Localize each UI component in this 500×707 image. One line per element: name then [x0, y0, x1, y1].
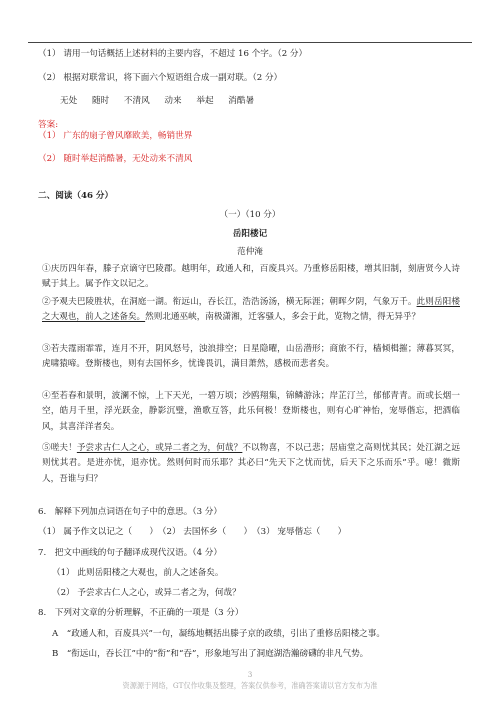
paragraph-2-text-b: 然则北通巫峡，南极潇湘，迁客骚人，多会于此，览物之情，得无异乎？ [145, 312, 421, 323]
essay-author: 范仲淹 [237, 247, 263, 257]
paragraph-5-text-b: 不以物喜，不以己悲；居庙堂之高则忧其民；处江湖之远则忧其君。是进亦忧，退亦忧。然则何时而乐耶？其必曰“先天下之忧而忧，后天下之乐而乐”乎。噫！微斯人，吾谁与归？ [42, 443, 460, 484]
option-a: A “政通人和，百废具兴”一句，凝练地概括出滕子京的政绩，引出了重修岳阳楼之事。 [52, 629, 385, 639]
question-8: 8. 下列对文章的分析理解，不正确的一项是（3 分） [38, 608, 244, 618]
paragraph-3: ③若夫霪雨霏霏，连月不开，阴风怒号，浊浪排空；日星隐曜，山岳潜形；商旅不行，樯倾楫摧；薄暮冥冥，虎啸猿啼。登斯楼也，则有去国怀乡，忧谗畏讥，满目萧然，感极而悲者矣。 [42, 344, 460, 370]
paragraph-4: ④至若春和景明，波澜不惊，上下天光，一碧万顷；沙鸥翔集，锦鳞游泳；岸芷汀兰，郁郁青青。而或长烟一空，皓月千里，浮光跃金，静影沉璧，渔歌互答，此乐何极！登斯楼也，则有心旷神怡，宠辱偕忘，把酒临风，其喜洋洋者矣。 [42, 391, 460, 432]
word-2: 随时 [91, 96, 110, 106]
question-2-words [60, 95, 266, 107]
option-b: B “衔远山，吞长江”中的“衔”和“吞”，形象地写出了洞庭湖浩瀚磅礴的非凡气势。 [52, 649, 369, 659]
paragraph-5-text-a: ⑤嗟夫！ [42, 443, 77, 453]
page-number: 3 [247, 670, 253, 679]
answer-2: （2） 随时举起消酷暑，无处动来不清风 [38, 154, 193, 164]
word-3: 不清风 [123, 96, 150, 106]
question-7-2: （2） 予尝求古仁人之心，或异二者之为，何哉？ [52, 588, 241, 598]
question-6: 6. 解释下列加点词语在句子中的意思。（3 分） [38, 507, 222, 517]
answer-1: （1） 广东的扇子曾风靡欧美，畅销世界 [38, 131, 193, 141]
part-title: （一）（10 分） [219, 210, 281, 220]
question-2: （2） 根据对联常识，将下面六个短语组合成一副对联。（2 分） [38, 73, 283, 83]
question-1: （1） 请用一句话概括上述材料的主要内容，不超过 16 个字。（2 分） [38, 49, 308, 59]
underlined-sentence-1: 此则岳阳楼之大观也，前人之述备矣。 [42, 297, 460, 323]
essay-title: 岳阳楼记 [232, 229, 268, 239]
underlined-sentence-2: 予尝求古仁人之心，或异二者之为，何哉？ [76, 443, 243, 453]
word-6: 消酷暑 [228, 96, 255, 106]
word-5: 举起 [196, 96, 214, 106]
section-title: 二、阅读（46 分） [38, 191, 114, 201]
paragraph-2-text-a: ②予观夫巴陵胜状，在洞庭一湖。衔远山，吞长江，浩浩汤汤，横无际涯；朝晖夕阴，气象万千。 [42, 297, 417, 307]
word-1: 无处 [60, 96, 78, 106]
question-6-items: （1） 属予作文以记之（ ） （2） 去国怀乡（ ） （3） 宠辱偕忘（ ） [38, 527, 347, 537]
question-7: 7. 把文中画线的句子翻译成现代汉语。（4 分） [38, 548, 222, 558]
question-7-1: （1） 此则岳阳楼之大观也，前人之述备矣。 [52, 568, 224, 578]
answer-label: 答案: [38, 120, 59, 130]
footer-disclaimer: 资源源于网络，GT仅作收集及整理，答案仅供参考，准确答案请以官方发布为准 [122, 681, 378, 690]
header-rule [28, 42, 472, 43]
word-4: 动来 [164, 96, 182, 106]
paragraph-1: ①庆历四年春，滕子京谪守巴陵郡。越明年，政通人和，百废具兴。乃重修岳阳楼，增其旧制，刻唐贤今人诗赋于其上。属予作文以记之。 [42, 264, 460, 290]
paragraph-2 [42, 295, 460, 326]
paragraph-5 [42, 441, 460, 487]
